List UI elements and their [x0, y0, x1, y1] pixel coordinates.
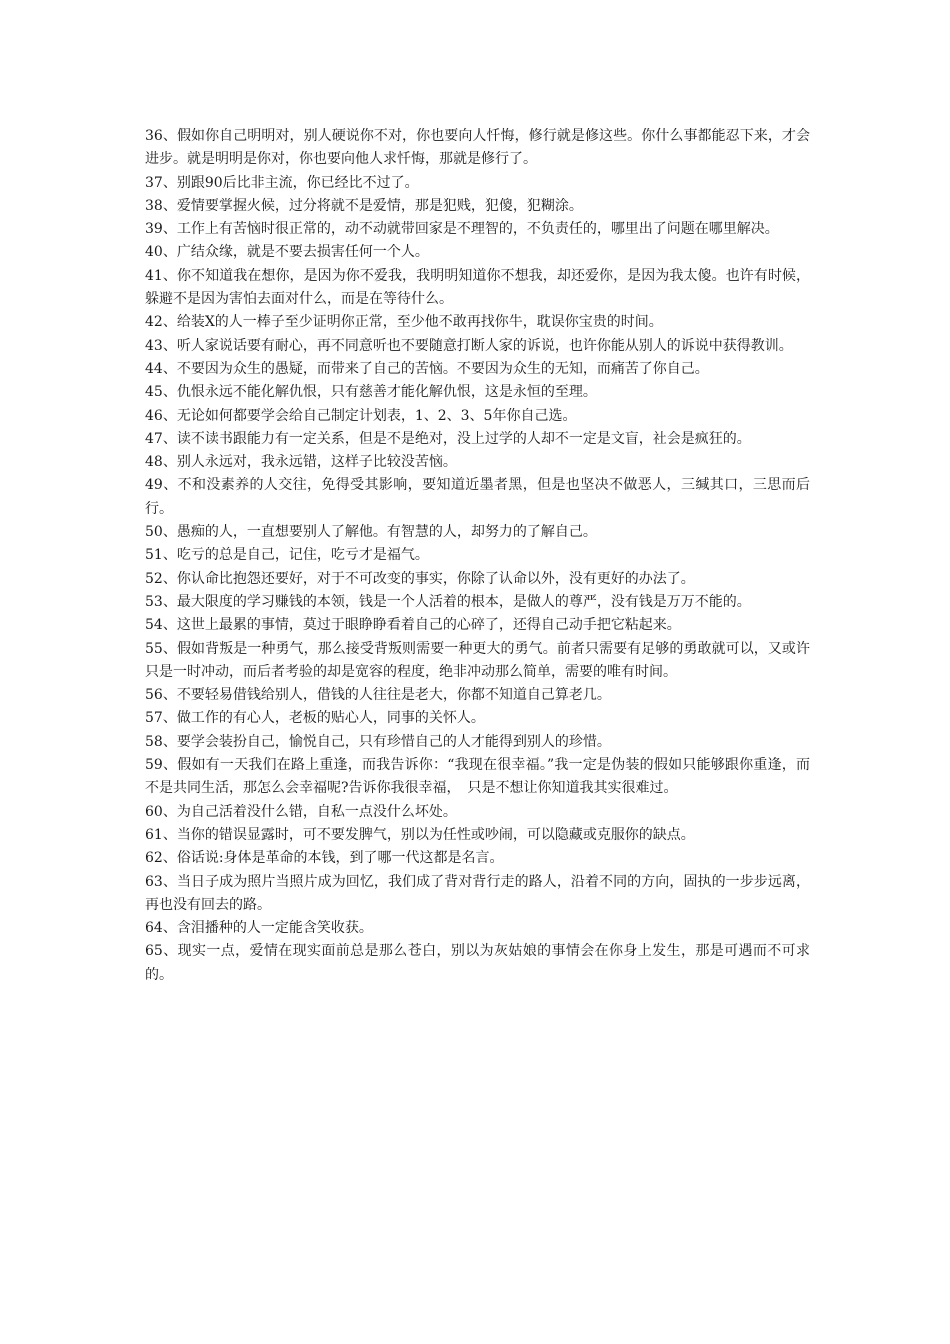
entry-46: 46、无论如何都要学会给自己制定计划表，1、2、3、5年你自己选。: [145, 407, 577, 424]
entry-53: 53、最大限度的学习赚钱的本领，钱是一个人活着的根本，是做人的尊严，没有钱是万万不能的。: [145, 593, 751, 610]
entry-63: 63、当日子成为照片当照片成为回忆，我们成了背对背行走的路人，沿着不同的方向，固执的一步步远离，再也没有回去的路。: [145, 873, 810, 913]
entry-55: 55、假如背叛是一种勇气，那么接受背叛则需要一种更大的勇气。前者只需要有足够的勇敢就可以，又或许只是一时冲动，而后者考验的却是宽容的程度，绝非冲动那么简单，需要的唯有时间。: [145, 640, 810, 680]
entry-39: 39、工作上有苦恼时很正常的，动不动就带回家是不理智的，不负责任的，哪里出了问题在哪里解决。: [145, 221, 779, 238]
entry-41: 41、你不知道我在想你，是因为你不爱我，我明明知道你不想我，却还爱你，是因为我太傻。也许有时候，躲避不是因为害怕去面对什么，而是在等待什么。: [145, 267, 810, 308]
document-body: [145, 125, 810, 987]
entry-60: 60、为自己活着没什么错，自私一点没什么坏处。: [145, 803, 457, 820]
entry-59: 59、假如有一天我们在路上重逢，而我告诉你：“我现在很幸福。”我一定是伪装的假如只能够跟你重逢，而不是共同生活，那怎么会幸福呢?告诉你我很幸福， 只是不想让你知道我其实很难过。: [145, 757, 810, 797]
entry-47: 47、读不读书跟能力有一定关系，但是不是绝对，没上过学的人却不一定是文盲，社会是疯狂的。: [145, 430, 751, 447]
entry-54: 54、这世上最累的事情，莫过于眼睁睁看着自己的心碎了，还得自己动手把它粘起来。: [145, 617, 681, 634]
entry-37: 37、别跟90后比非主流，你已经比不过了。: [145, 174, 419, 191]
entry-58: 58、要学会装扮自己，愉悦自己，只有珍惜自己的人才能得到别人的珍惜。: [145, 733, 611, 750]
entry-38: 38、爱情要掌握火候，过分将就不是爱情，那是犯贱，犯傻，犯糊涂。: [145, 197, 583, 214]
entry-44: 44、不要因为众生的愚疑，而带来了自己的苦恼。不要因为众生的无知，而痛苦了你自己。: [145, 360, 709, 377]
entry-52: 52、你认命比抱怨还要好，对于不可改变的事实，你除了认命以外，没有更好的办法了。: [145, 570, 695, 587]
entry-61: 61、当你的错误显露时，可不要发脾气，别以为任性或吵闹，可以隐藏或克服你的缺点。: [145, 826, 695, 843]
entry-62: 62、俗话说:身体是革命的本钱，到了哪一代这都是名言。: [145, 850, 504, 867]
entry-36: 36、假如你自己明明对，别人硬说你不对，你也要向人忏悔，修行就是修这些。你什么事都能忍下来，才会进步。就是明明是你对，你也要向他人求忏悔，那就是修行了。: [145, 128, 810, 168]
entry-45: 45、仇恨永远不能化解仇恨，只有慈善才能化解仇恨，这是永恒的至理。: [145, 384, 597, 401]
entry-40: 40、广结众缘，就是不要去损害任何一个人。: [145, 244, 429, 261]
entry-48: 48、别人永远对，我永远错，这样子比较没苦恼。: [145, 454, 457, 471]
entry-49: 49、不和没素养的人交往，免得受其影响，要知道近墨者黑，但是也坚决不做恶人，三缄其口，三思而后行。: [145, 477, 810, 517]
entry-42: 42、给装X的人一棒子至少证明你正常，至少他不敢再找你牛，耽误你宝贵的时间。: [145, 314, 663, 331]
entry-56: 56、不要轻易借钱给别人，借钱的人往往是老大，你都不知道自己算老几。: [145, 687, 611, 704]
entry-65: 65、现实一点，爱情在现实面前总是那么苍白，别以为灰姑娘的事情会在你身上发生，那是可遇而不可求的。: [145, 943, 810, 983]
entry-50: 50、愚痴的人，一直想要别人了解他。有智慧的人，却努力的了解自己。: [145, 524, 597, 541]
entry-57: 57、做工作的有心人，老板的贴心人，同事的关怀人。: [145, 710, 485, 727]
entry-51: 51、吃亏的总是自己，记住，吃亏才是福气。: [145, 547, 429, 564]
entry-64: 64、含泪播种的人一定能含笑收获。: [145, 920, 373, 937]
entry-43: 43、听人家说话要有耐心，再不同意听也不要随意打断人家的诉说，也许你能从别人的诉说中获得教训。: [145, 337, 793, 354]
